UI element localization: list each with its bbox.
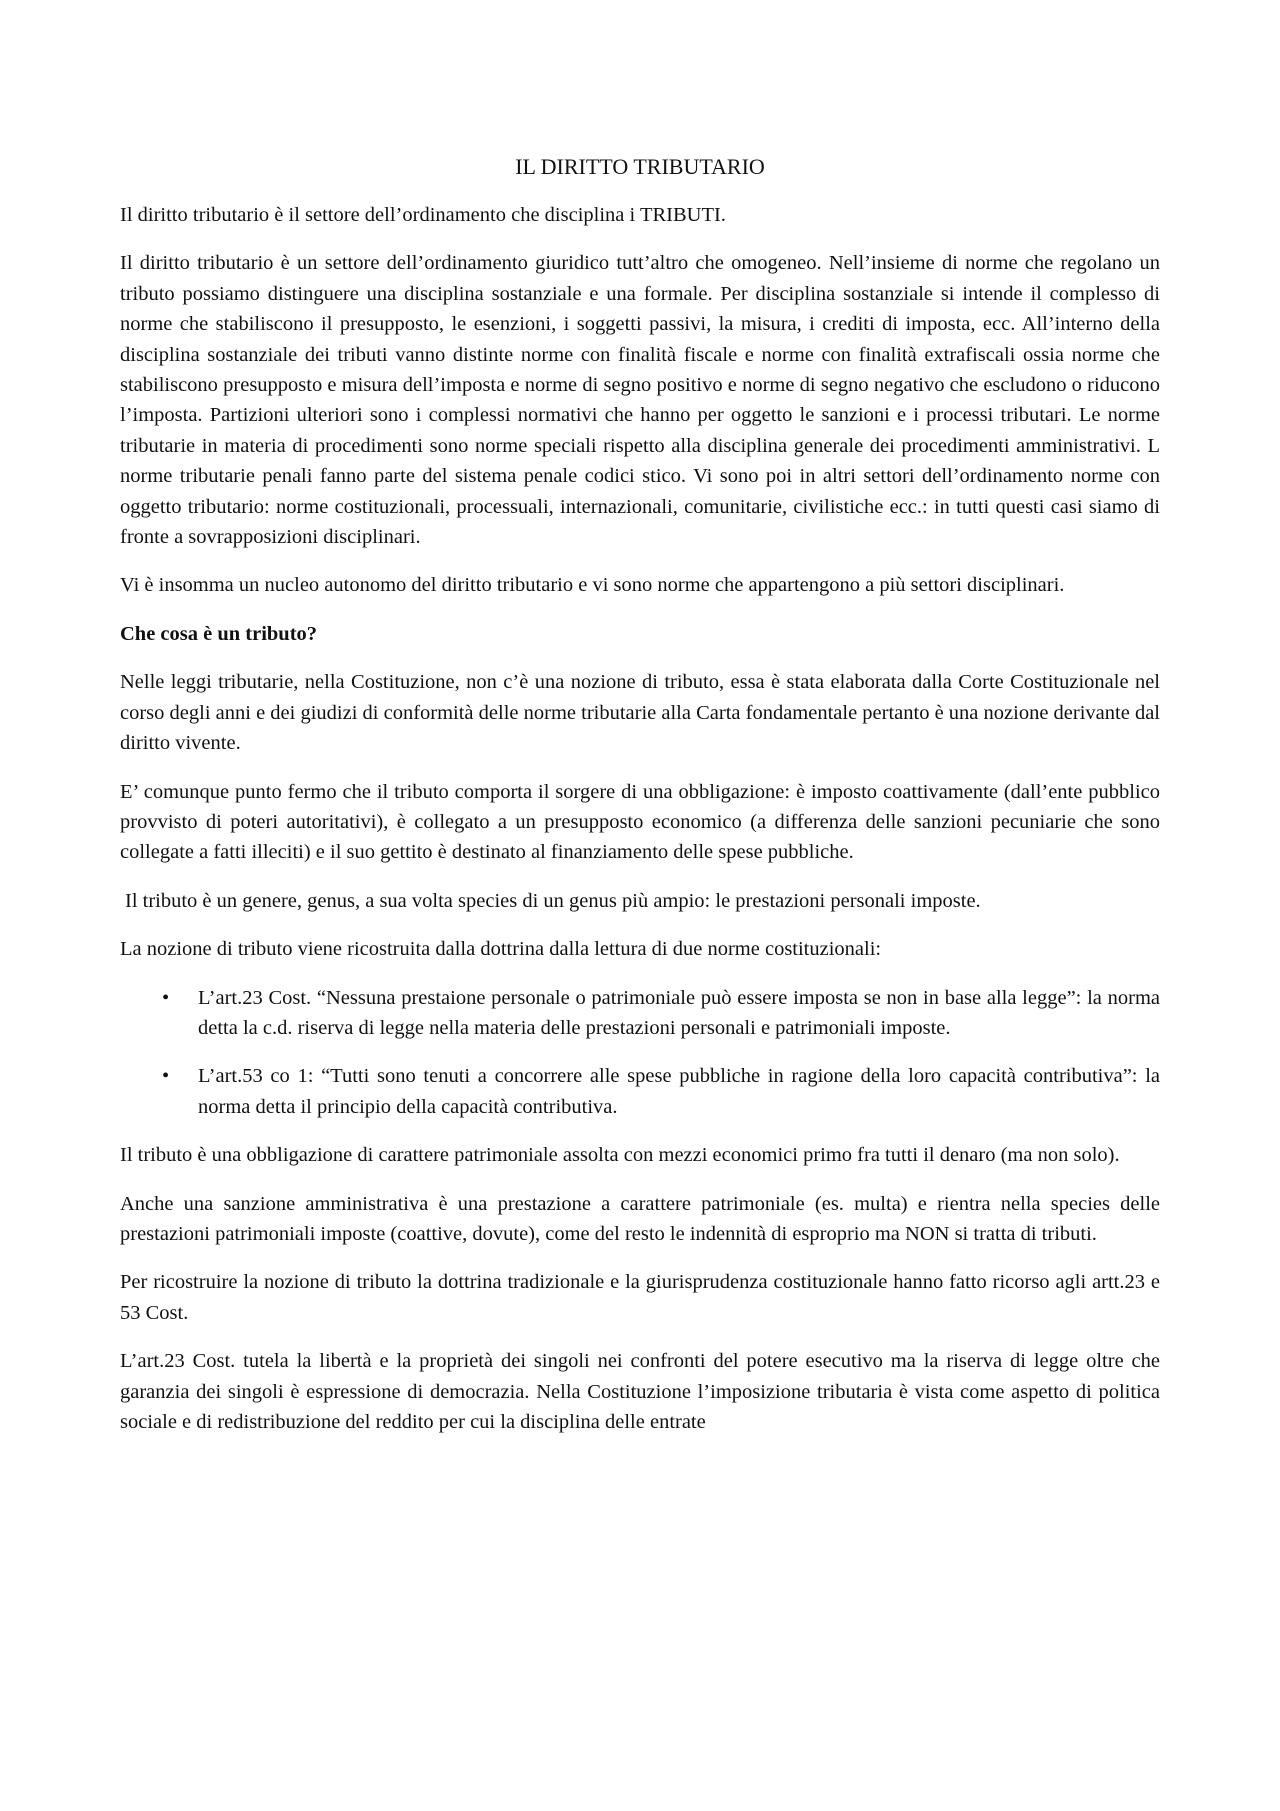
document-page [120, 152, 1160, 1455]
paragraph-genus: Il tributo è un genere, genus, a sua volta species di un genus più ampio: le prestazioni personali imposte. [125, 889, 981, 912]
document-title: IL DIRITTO TRIBUTARIO [515, 154, 765, 179]
list-item-text: L’art.53 co 1: “Tutti sono tenuti a concorrere alle spese pubbliche in ragione della loro capacità contributiva”: la norma detta il principio della capacità contributiva. [198, 1065, 1160, 1118]
paragraph-artt: Per ricostruire la nozione di tributo la dottrina tradizionale e la giurisprudenza costituzionale hanno fatto ricorso agli artt.23 e 53 Cost. [120, 1271, 1160, 1324]
paragraph-nozione: Nelle leggi tributarie, nella Costituzione, non c’è una nozione di tributo, essa è stata elaborata dalla Corte Costituzionale nel corso degli anni e dei giudizi di conformità delle norme tributarie alla Carta fondamentale pertanto è una nozione derivante dal diritto vivente. [120, 671, 1160, 755]
list-item [120, 1061, 1160, 1122]
paragraph-obbligazione: E’ comunque punto fermo che il tributo comporta il sorgere di una obbligazione: è imposto coattivamente (dall’ente pubblico provvisto di poteri autoritativi), è collegato a un presupposto economico (a differenza delle sanzioni pecuniarie che sono collegate a fatti illeciti) e il suo gettito è destinato al finanziamento delle spese pubbliche. [120, 780, 1160, 864]
paragraph-settore: Il diritto tributario è un settore dell’ordinamento giuridico tutt’altro che omogeneo. Nell’insieme di norme che regolano un tributo possiamo distinguere una disciplina sostanziale e una formale. Per disciplina sostanziale si intende il complesso di norme che stabiliscono il presupposto, le esenzioni, i soggetti passivi, la misura, i crediti di imposta, ecc. All’interno della disciplina sostanziale dei tributi vanno distinte norme con finalità fiscale e norme con finalità extrafiscali ossia norme che stabiliscono presupposto e misura dell’imposta e norme di segno positivo e norme di segno negativo che escludono o riducono l’imposta. Partizioni ulteriori sono i complessi normativi che hanno per oggetto le sanzioni e i processi tributari. Le norme tributarie in materia di procedimenti sono norme speciali rispetto alla disciplina generale dei procedimenti amministrativi. L norme tributarie penali fanno parte del sistema penale codici stico. Vi sono poi in altri settori dell’ordinamento norme con oggetto tributario: norme costituzionali, processuali, internazionali, comunitarie, civilistiche ecc.: in tutti questi casi siamo di fronte a sovrapposizioni disciplinari. [120, 252, 1160, 549]
paragraph-definition: Il diritto tributario è il settore dell’ordinamento che disciplina i TRIBUTI. [120, 204, 726, 226]
bullet-icon: • [162, 986, 170, 1009]
paragraph-ricostruzione: La nozione di tributo viene ricostruita dalla dottrina dalla lettura di due norme costituzionali: [120, 938, 882, 961]
paragraph-patrimoniale: Il tributo è una obbligazione di carattere patrimoniale assolta con mezzi economici primo fra tutti il denaro (ma non solo). [120, 1144, 1120, 1167]
paragraph-art23: L’art.23 Cost. tutela la libertà e la proprietà dei singoli nei confronti del potere esecutivo ma la riserva di legge oltre che garanzia dei singoli è espressione di democrazia. Nella Costituzione l’imposizione tributaria è vista come aspetto di politica sociale e di redistribuzione del reddito per cui la disciplina delle entrate [120, 1350, 1160, 1433]
list-item [120, 983, 1160, 1044]
section-heading-tributo: Che cosa è un tributo? [120, 622, 318, 645]
bullet-icon: • [162, 1065, 170, 1088]
bullet-list-articoli [120, 983, 1160, 1123]
paragraph-sanzione: Anche una sanzione amministrativa è una prestazione a carattere patrimoniale (es. multa) e rientra nella species delle prestazioni patrimoniali imposte (coattive, dovute), come del resto le indennità di esproprio ma NON si tratta di tributi. [120, 1192, 1160, 1245]
paragraph-nucleo: Vi è insomma un nucleo autonomo del diritto tributario e vi sono norme che appartengono a più settori disciplinari. [120, 574, 1065, 597]
list-item-text: L’art.23 Cost. “Nessuna prestaione personale o patrimoniale può essere imposta se non in base alla legge”: la norma detta la c.d. riserva di legge nella materia delle prestazioni personali e patrimoniali imposte. [198, 986, 1160, 1039]
